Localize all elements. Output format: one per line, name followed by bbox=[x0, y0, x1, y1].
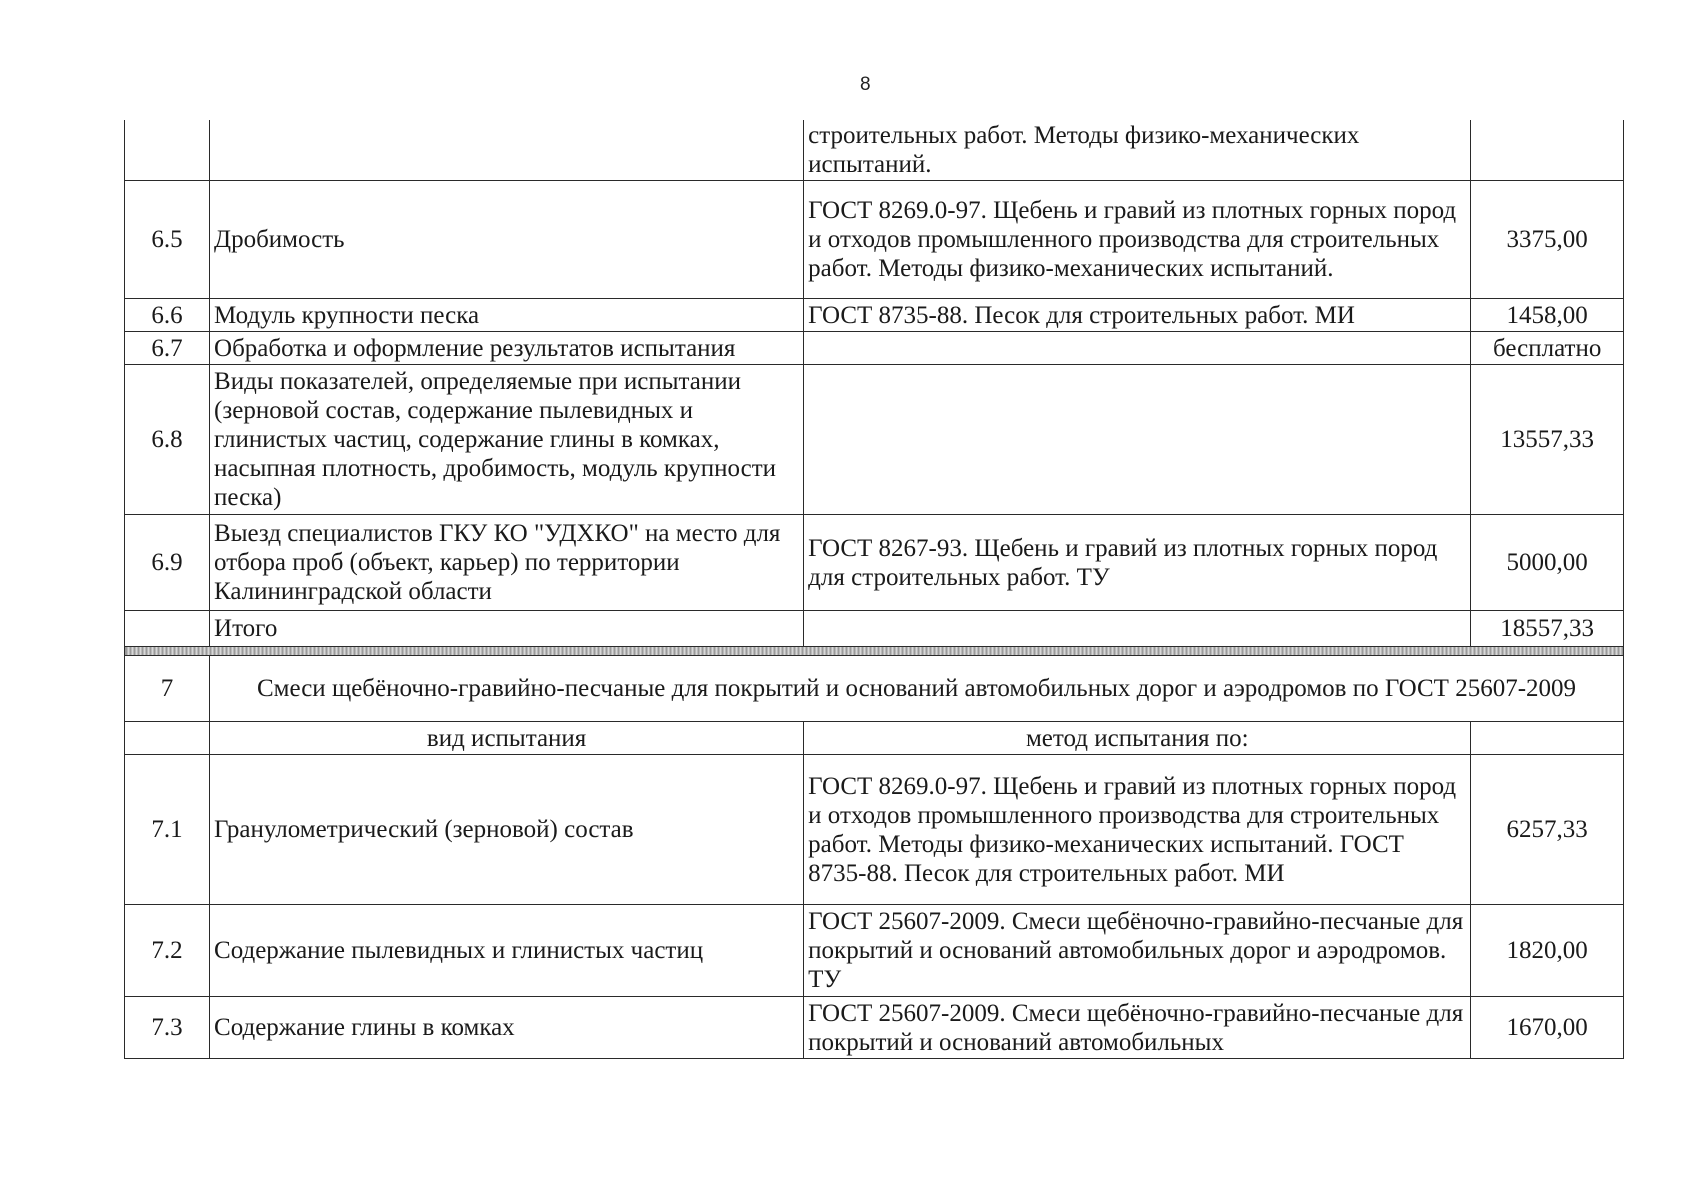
test-name bbox=[210, 120, 804, 181]
price: 5000,00 bbox=[1471, 515, 1624, 611]
header-test-method: метод испытания по: bbox=[804, 722, 1471, 755]
table-row bbox=[125, 181, 1624, 299]
price: 3375,00 bbox=[1471, 181, 1624, 299]
test-method: ГОСТ 8267-93. Щебень и гравий из плотных горных пород для строительных работ. ТУ bbox=[804, 515, 1471, 611]
test-name: Виды показателей, определяемые при испытании (зерновой состав, содержание пылевидных и глинистых частиц, содержание глины в комках, насыпная плотность, дробимость, модуль крупности песка) bbox=[210, 365, 804, 515]
price bbox=[1471, 120, 1624, 181]
table-row bbox=[125, 515, 1624, 611]
test-method bbox=[804, 332, 1471, 365]
table-row bbox=[125, 120, 1624, 181]
header-price-blank bbox=[1471, 722, 1624, 755]
item-number bbox=[125, 120, 210, 181]
table-row bbox=[125, 755, 1624, 905]
item-number: 7.2 bbox=[125, 905, 210, 997]
section-header bbox=[125, 656, 1624, 722]
item-number: 6.8 bbox=[125, 365, 210, 515]
column-header-row bbox=[125, 722, 1624, 755]
header-test-type: вид испытания bbox=[210, 722, 804, 755]
test-method bbox=[804, 611, 1471, 647]
item-number: 7.3 bbox=[125, 997, 210, 1059]
test-name: Содержание пылевидных и глинистых частиц bbox=[210, 905, 804, 997]
table-row bbox=[125, 365, 1624, 515]
price: 13557,33 bbox=[1471, 365, 1624, 515]
item-number: 6.9 bbox=[125, 515, 210, 611]
test-method: ГОСТ 25607-2009. Смеси щебёночно-гравийно-песчаные для покрытий и оснований автомобильных дорог и аэродромов. ТУ bbox=[804, 905, 1471, 997]
table-row bbox=[125, 332, 1624, 365]
section-separator bbox=[125, 647, 1624, 656]
item-number: 6.7 bbox=[125, 332, 210, 365]
item-number bbox=[125, 611, 210, 647]
price: 1458,00 bbox=[1471, 299, 1624, 332]
test-name: Модуль крупности песка bbox=[210, 299, 804, 332]
test-name: Гранулометрический (зерновой) состав bbox=[210, 755, 804, 905]
price: 1670,00 bbox=[1471, 997, 1624, 1059]
section-number: 7 bbox=[125, 656, 210, 722]
test-name: Обработка и оформление результатов испытания bbox=[210, 332, 804, 365]
test-method: ГОСТ 25607-2009. Смеси щебёночно-гравийно-песчаные для покрытий и оснований автомобильных bbox=[804, 997, 1471, 1059]
page-number: 8 bbox=[860, 74, 871, 95]
test-method: ГОСТ 8269.0-97. Щебень и гравий из плотных горных пород и отходов промышленного производства для строительных работ. Методы физико-механических испытаний. ГОСТ 8735-88. Песок для строительных работ. МИ bbox=[804, 755, 1471, 905]
test-name: Дробимость bbox=[210, 181, 804, 299]
test-method: строительных работ. Методы физико-механических испытаний. bbox=[804, 120, 1471, 181]
table-row bbox=[125, 299, 1624, 332]
price-table bbox=[124, 120, 1624, 1059]
total-row bbox=[125, 611, 1624, 647]
price: бесплатно bbox=[1471, 332, 1624, 365]
total-label: Итого bbox=[210, 611, 804, 647]
header-blank bbox=[125, 722, 210, 755]
item-number: 6.5 bbox=[125, 181, 210, 299]
test-method: ГОСТ 8735-88. Песок для строительных работ. МИ bbox=[804, 299, 1471, 332]
table-row bbox=[125, 997, 1624, 1059]
test-name: Выезд специалистов ГКУ КО "УДХКО" на место для отбора проб (объект, карьер) по территории Калининградской области bbox=[210, 515, 804, 611]
separator-band bbox=[125, 647, 1624, 656]
test-method: ГОСТ 8269.0-97. Щебень и гравий из плотных горных пород и отходов промышленного производства для строительных работ. Методы физико-механических испытаний. bbox=[804, 181, 1471, 299]
price: 1820,00 bbox=[1471, 905, 1624, 997]
test-method bbox=[804, 365, 1471, 515]
section-title: Смеси щебёночно-гравийно-песчаные для покрытий и оснований автомобильных дорог и аэродромов по ГОСТ 25607-2009 bbox=[210, 656, 1624, 722]
test-name: Содержание глины в комках bbox=[210, 997, 804, 1059]
price: 6257,33 bbox=[1471, 755, 1624, 905]
total-price: 18557,33 bbox=[1471, 611, 1624, 647]
table-row bbox=[125, 905, 1624, 997]
item-number: 6.6 bbox=[125, 299, 210, 332]
item-number: 7.1 bbox=[125, 755, 210, 905]
